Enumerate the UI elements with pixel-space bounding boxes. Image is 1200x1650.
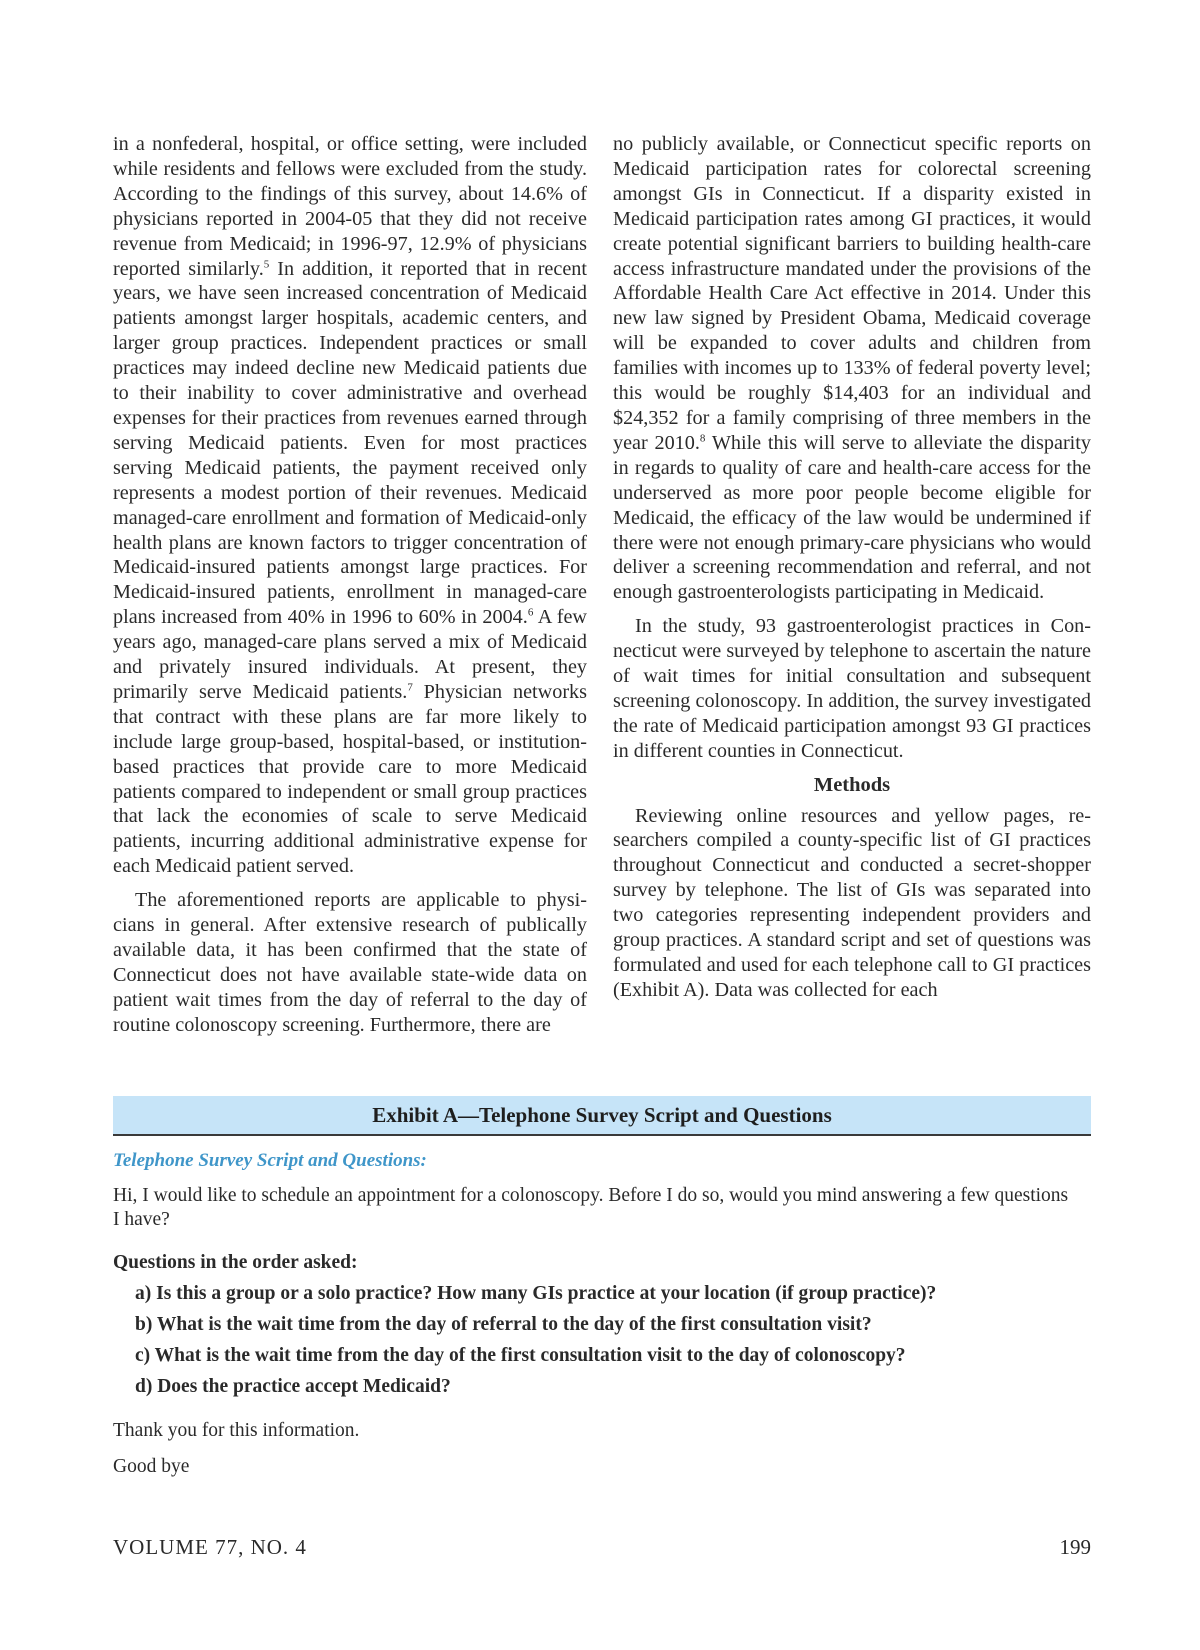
- page-number: 199: [1059, 1535, 1091, 1559]
- exhibit-intro: Hi, I would like to schedule an appointment for a colonoscopy. Before I do so, would you mind answering a few questions I have?: [113, 1185, 1069, 1230]
- reference-superscript: 7: [407, 681, 413, 694]
- section-heading: Methods: [813, 773, 891, 796]
- question-item: c) What is the wait time from the day of the first consultation visit to the day of colonoscopy?: [135, 1345, 906, 1366]
- questions-heading: Questions in the order asked:: [113, 1252, 358, 1273]
- reference-superscript: 6: [527, 606, 534, 619]
- reference-superscript: 8: [699, 432, 706, 445]
- right-column: [613, 132, 1091, 1003]
- left-column: [113, 132, 587, 1038]
- footer-volume: VOLUME 77, NO. 4: [113, 1535, 307, 1559]
- reference-superscript: 5: [263, 257, 270, 270]
- body-paragraph: Reviewing online resources and yellow pages, researchers compiled a county-specific list of GI practices throughout Connecticut and conducted a secret-shopper survey by telephone. The list of GIs was separated into two categories representing independent providers and group practices. A standard script and set of questions was formulated and used for each telephone call to GI practices (Exhibit A). Data was collected for each: [613, 804, 1091, 1001]
- question-item: a) Is this a group or a solo practice? How many GIs practice at your location (if group practice)?: [135, 1283, 937, 1304]
- body-paragraph: The aforementioned reports are applicable to physicians in general. After extensive research of publically available data, it has been confirmed that the state of Connecticut does not have available state-wide data on patient wait times from the day of referral to the day of routine colonoscopy screening. Furthermore, there are: [113, 889, 587, 1036]
- question-item: d) Does the practice accept Medicaid?: [135, 1376, 451, 1397]
- exhibit-title: Exhibit A—Telephone Survey Script and Questions: [113, 1096, 1091, 1136]
- exhibit-subtitle: Telephone Survey Script and Questions:: [113, 1150, 427, 1171]
- question-item: b) What is the wait time from the day of referral to the day of the first consultation visit?: [135, 1314, 872, 1335]
- body-paragraph: In the study, 93 gastroenterologist practices in Connecticut were surveyed by telephone to ascertain the nature of wait times for initial consultation and subsequent screening colonoscopy. In addition, the survey investigated the rate of Medicaid participation amongst 93 GI practices in different counties in Connecticut.: [613, 615, 1091, 762]
- body-paragraph: no publicly available, or Connecticut specific reports on Medicaid participation rates for colorectal screening amongst GIs in Connecticut. If a disparity existed in Medicaid participation rates among GI practices, it would create potential significant barriers to building health-care access infrastructure mandated under the provisions of the Affordable Health Care Act effective in 2014. Under this new law signed by President Obama, Medicaid coverage will be expanded to cover adults and children from families with incomes up to 133% of federal poverty level; this would be roughly $14,403 for an individual and $24,352 for a family comprising of three members in the year 2010.$^8$ While this will serve to alleviate the disparity in regards to quality of care and health-care access for the underserved as more poor people become eligible for Medicaid, the efficacy of the law would be undermined if there were not enough primary-care physicians who would deliver a screening recommendation and referral, and not enough gastroenterologists participating in Medicaid.: [613, 133, 1091, 604]
- closing-thanks: Thank you for this information.: [113, 1420, 360, 1441]
- exhibit-box: [113, 1096, 1091, 1478]
- closing-goodbye: Good bye: [113, 1456, 190, 1477]
- body-paragraph: in a nonfederal, hospital, or office setting, were included while residents and fellows were excluded from the study. According to the findings of this survey, about 14.6% of physicians reported in 2004-05 that they did not receive revenue from Medicaid; in 1996-97, 12.9% of physicians reported similarly.$^5$ In addition, it reported that in recent years, we have seen increased concentration of Medicaid patients amongst larger hospitals, academic centers, and larger group practices. Independent practices or small practices may indeed decline new Medicaid patients due to their inability to cover administrative and overhead expenses for their practices from revenues earned through serving Medicaid patients. Even for most practices serving Medicaid patients, the payment received only represents a modest portion of their revenues. Medicaid managed-care enrollment and formation of Medicaid-only health plans are known factors to trigger concentration of Medicaid-insured patients amongst large practices. For Medicaid-insured patients, enrollment in managed-care plans increased from 40% in 1996 to 60% in 2004.$^6$ A few years ago, managed-care plans served a mix of Medicaid and privately insured individuals. At present, they primarily serve Medicaid patients.$^7$ Physician networks that contract with these plans are far more likely to include large group-based, hospital-based, or institution-based practices that provide care to more Medicaid patients compared to independent or small group practices that lack the economies of scale to serve Medicaid patients, incurring additional administrative expense for each Medicaid patient served.: [113, 133, 588, 878]
